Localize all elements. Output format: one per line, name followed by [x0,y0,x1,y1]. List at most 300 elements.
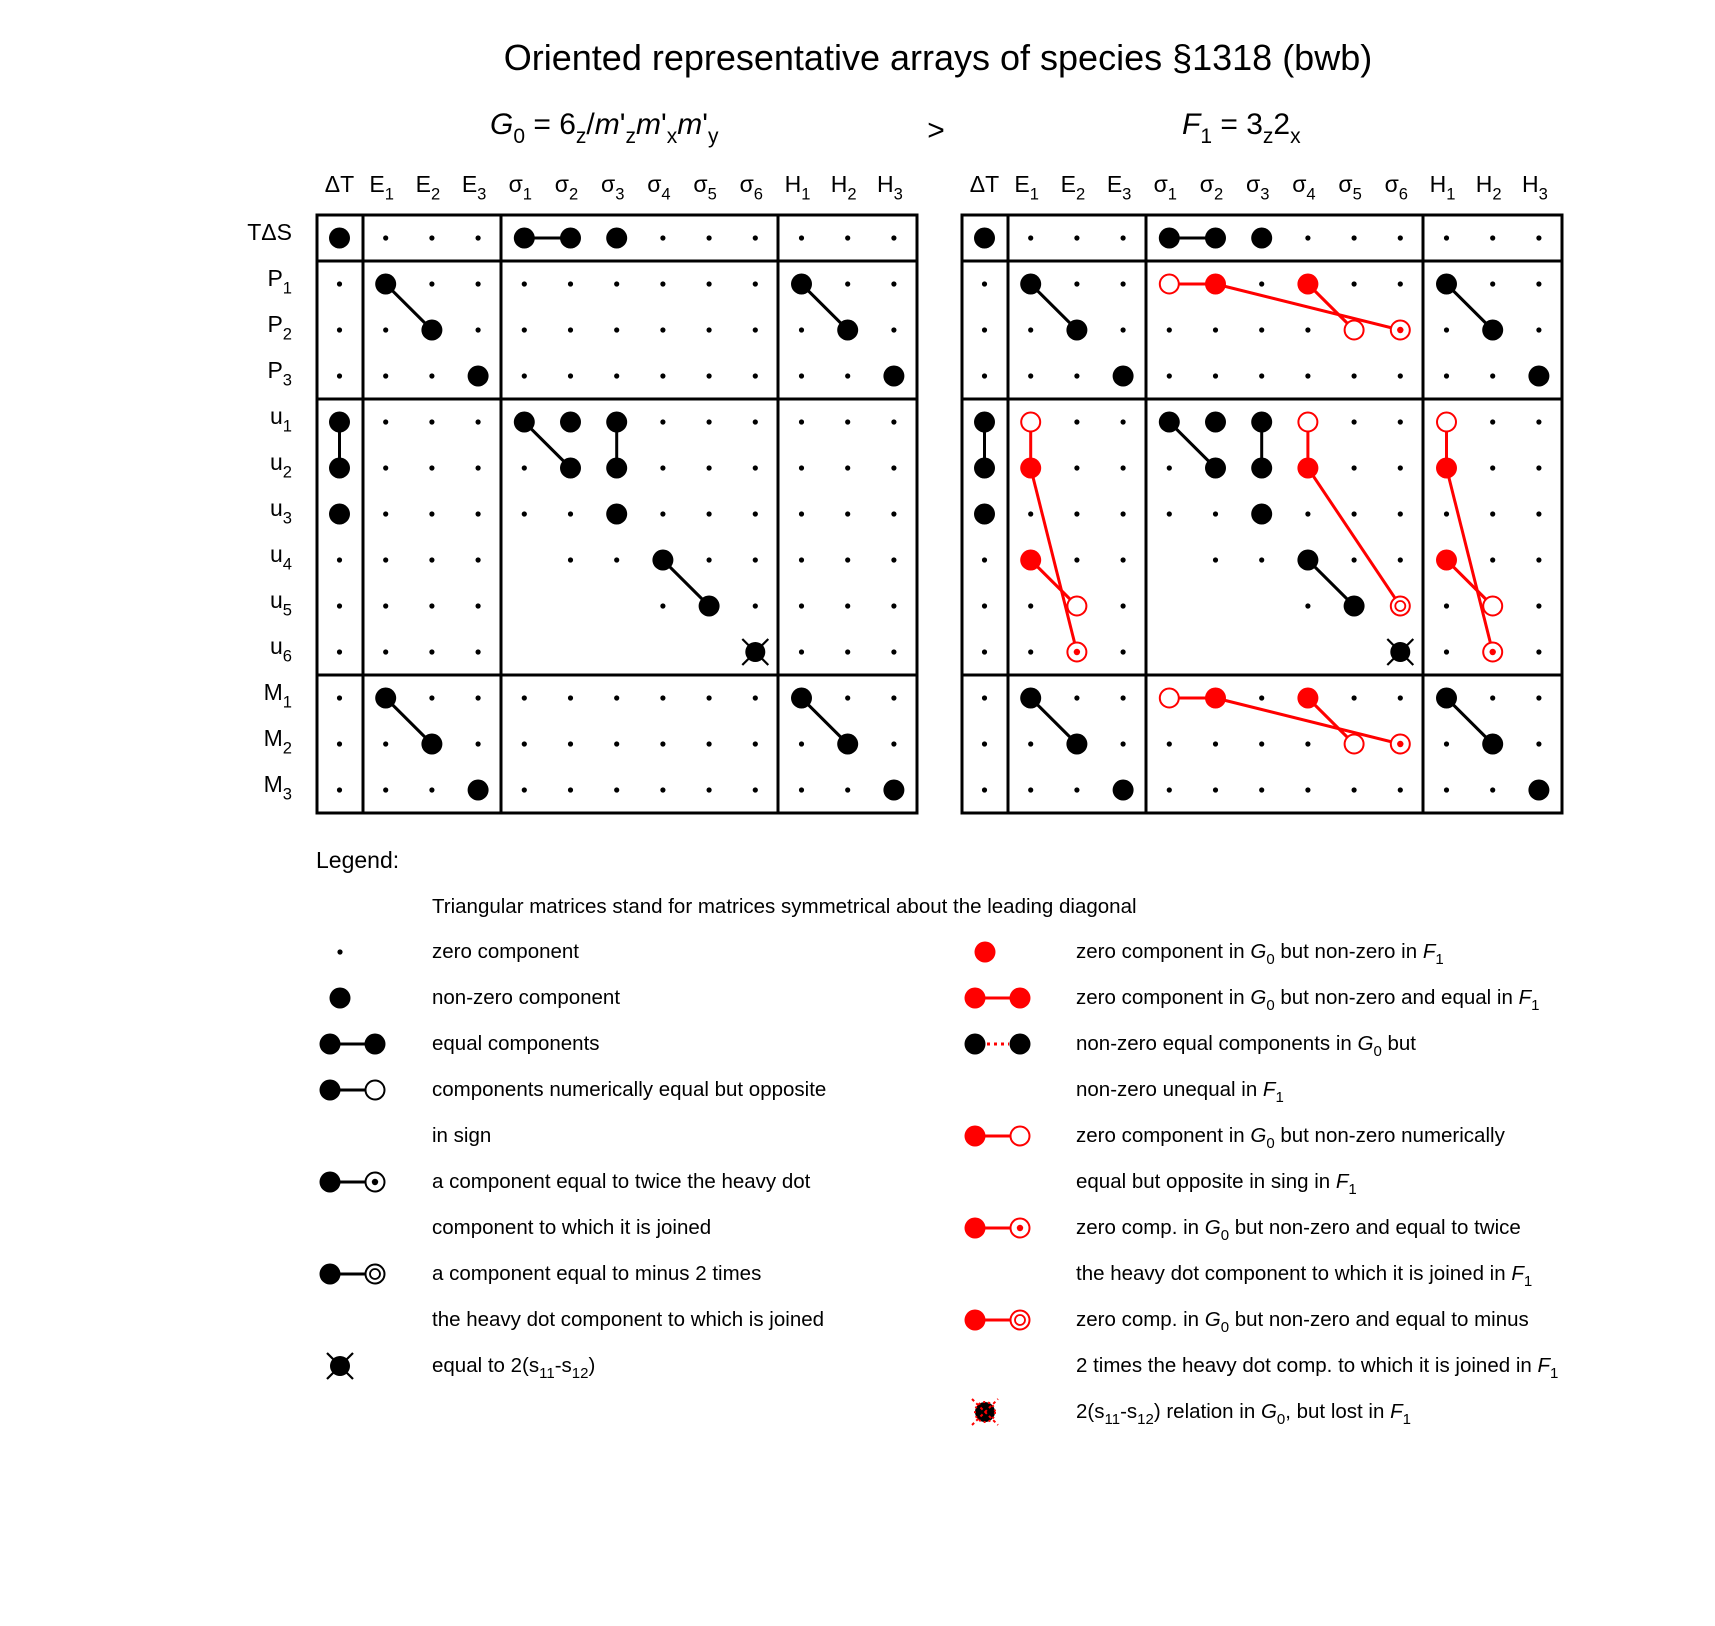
formula-text: $F_1 = 3_z2_x$ [1182,108,1301,148]
opposite-marker [366,1081,385,1100]
right-matrix [962,171,1562,813]
nonzero-marker [468,780,489,801]
column-label: $\sigma_6$ [739,171,764,204]
zero-dot [799,557,804,562]
zero-dot [1259,281,1264,286]
zero-dot [429,511,434,516]
column-label: $\sigma_2$ [1199,171,1224,204]
column-label: $E_2$ [1060,171,1086,204]
zero-dot [1167,327,1172,332]
zero-dot [1121,603,1126,608]
legend-text: equal to $2(s_{11}-s_{12})$ [432,1354,596,1382]
zero-dot [1305,373,1310,378]
zero-dot [891,695,896,700]
nonzero-marker [1205,458,1226,479]
zero-dot [1352,787,1357,792]
nonzero-marker [1205,412,1226,433]
legend-text: components numerically equal but opposite [432,1078,827,1101]
zero-dot [707,787,712,792]
zero-dot [522,741,527,746]
zero-dot [845,235,850,240]
zero-dot [753,787,758,792]
zero-dot [1490,281,1495,286]
zero-dot [799,511,804,516]
zero-dot [1213,373,1218,378]
red-twice-center [1490,649,1496,655]
red-nonzero-marker [1020,458,1041,479]
legend-item [965,1308,1559,1382]
zero-dot [522,281,527,286]
zero-dot [1398,511,1403,516]
nonzero-marker [329,458,350,479]
red-opposite-marker [1067,597,1086,616]
red-nonzero-marker [1020,550,1041,571]
zero-dot [614,373,619,378]
zero-dot [1490,557,1495,562]
zero-dot [1490,695,1495,700]
column-label: $\sigma_4$ [1292,171,1316,204]
row-label: $M_2$ [263,725,292,758]
zero-dot [1074,695,1079,700]
zero-dot [1259,787,1264,792]
zero-dot [845,649,850,654]
zero-dot [1352,511,1357,516]
zero-dot [568,741,573,746]
nonzero-marker [468,366,489,387]
zero-dot [1305,235,1310,240]
zero-dot [982,695,987,700]
zero-dot [1121,741,1126,746]
zero-dot [753,465,758,470]
red-minus2-marker [1391,597,1410,616]
zero-dot [982,741,987,746]
column-label: ΔT [969,171,1000,197]
legend-text: a component equal to minus 2 times [432,1262,762,1285]
red-nonzero-marker [1436,458,1457,479]
zero-dot [707,695,712,700]
minus2-marker [366,1265,385,1284]
zero-dot [1121,281,1126,286]
row-label: $P_2$ [267,311,292,344]
zero-dot [660,327,665,332]
zero-dot [982,649,987,654]
zero-dot [1444,741,1449,746]
legend-item [965,1124,1506,1198]
zero-dot [1074,419,1079,424]
nonzero-marker [883,366,904,387]
zero-dot [707,419,712,424]
zero-dot [614,787,619,792]
nonzero-marker [1436,274,1457,295]
zero-dot [660,695,665,700]
zero-dot [707,235,712,240]
zero-dot [1121,235,1126,240]
zero-dot [1536,419,1541,424]
zero-dot [1536,465,1541,470]
relation-symbol: > [927,114,945,147]
red-nonzero-marker [1297,688,1318,709]
nonzero-marker [375,688,396,709]
zero-dot [476,511,481,516]
zero-dot [337,649,342,654]
zero-dot [891,281,896,286]
zero-dot [982,373,987,378]
zero-dot [799,787,804,792]
row-label: $u_2$ [270,449,292,482]
zero-dot [1259,695,1264,700]
zero-dot [1536,649,1541,654]
zero-dot [1167,373,1172,378]
zero-dot [891,511,896,516]
zero-dot [753,373,758,378]
zero-dot [845,373,850,378]
zero-dot [707,741,712,746]
legend-text: zero component [432,940,580,963]
zero-dot [1305,327,1310,332]
nonzero-marker [883,780,904,801]
legend-item [965,986,1540,1014]
zero-dot [1444,235,1449,240]
legend-text: equal but opposite in sing in $F_1$ [1076,1170,1357,1198]
nonzero-marker [1113,366,1134,387]
nonzero-marker [837,320,858,341]
nonzero-marker [514,412,535,433]
legend-note: Triangular matrices stand for matrices symmetrical about the leading diagonal [432,895,1137,918]
zero-dot [1028,741,1033,746]
zero-dot [1028,649,1033,654]
legend-text: in sign [432,1124,492,1147]
zero-dot [799,327,804,332]
nonzero-marker [1482,734,1503,755]
nonzero-marker [606,504,627,525]
zero-dot [845,695,850,700]
legend-item [320,1262,825,1331]
zero-dot [707,465,712,470]
red-nonzero-marker [1436,550,1457,571]
column-label: $H_3$ [1521,171,1548,204]
zero-dot [476,741,481,746]
zero-dot [660,281,665,286]
zero-dot [1352,373,1357,378]
zero-dot [1028,327,1033,332]
zero-dot [1259,373,1264,378]
zero-dot [891,649,896,654]
zero-dot [1398,695,1403,700]
zero-dot [614,327,619,332]
red-opposite-marker [1160,275,1179,294]
zero-dot [753,557,758,562]
column-label: $H_1$ [1429,171,1456,204]
zero-dot [1352,235,1357,240]
zero-dot [799,741,804,746]
zero-dot [522,327,527,332]
legend-item [337,940,579,963]
zero-dot [660,741,665,746]
column-label: $\sigma_4$ [647,171,671,204]
zero-dot [1074,557,1079,562]
zero-dot [337,557,342,562]
legend-item [972,1399,1411,1428]
zero-dot [753,511,758,516]
legend-text: zero component in $G_0$ but non-zero and equal in $F_1$ [1076,986,1540,1014]
nonzero-marker [320,1034,341,1055]
nonzero-marker [1205,228,1226,249]
nonzero-marker [1159,412,1180,433]
legend-text: non-zero unequal in $F_1$ [1076,1078,1284,1106]
zero-dot [1028,511,1033,516]
legend-item [975,940,1444,968]
zero-dot [1121,327,1126,332]
zero-dot [429,603,434,608]
zero-dot [383,419,388,424]
zero-dot [614,281,619,286]
red-nonzero-marker [965,1218,986,1239]
red-nonzero-marker [965,988,986,1009]
zero-dot [799,235,804,240]
zero-dot [1074,465,1079,470]
zero-dot [522,787,527,792]
zero-dot [1121,695,1126,700]
column-label: $\sigma_5$ [1338,171,1362,204]
zero-dot [522,373,527,378]
zero-dot [982,327,987,332]
column-label: $\sigma_1$ [1153,171,1178,204]
nonzero-marker [421,734,442,755]
zero-dot [707,281,712,286]
zero-dot [660,511,665,516]
legend-text: component to which it is joined [432,1216,712,1239]
nonzero-marker [1066,320,1087,341]
legend-text: non-zero component [432,986,621,1009]
zero-dot [1536,741,1541,746]
zero-dot [568,511,573,516]
zero-dot [1213,741,1218,746]
red-minus2-marker [1011,1311,1030,1330]
zero-dot [1074,787,1079,792]
zero-dot [383,511,388,516]
nonzero-marker [421,320,442,341]
zero-dot [1028,235,1033,240]
zero-dot [1490,419,1495,424]
nonzero-marker [1066,734,1087,755]
legend-heading: Legend: [316,847,400,873]
zero-dot [1213,511,1218,516]
zero-dot [476,603,481,608]
zero-dot [476,419,481,424]
zero-dot [1536,281,1541,286]
zero-dot [1213,787,1218,792]
zero-dot [845,603,850,608]
zero-dot [1536,603,1541,608]
red-nonzero-marker [965,1310,986,1331]
column-label: $\sigma_1$ [508,171,533,204]
zero-dot [429,235,434,240]
zero-dot [337,741,342,746]
zero-dot [614,695,619,700]
zero-dot [1536,327,1541,332]
zero-dot [1398,787,1403,792]
zero-dot [799,465,804,470]
column-label: $\sigma_3$ [1245,171,1270,204]
zero-dot [1490,465,1495,470]
legend-text: non-zero equal components in $G_0$ but [1076,1032,1416,1060]
zero-dot [1121,419,1126,424]
zero-dot [337,949,342,954]
column-label: $H_2$ [830,171,857,204]
zero-dot [660,603,665,608]
zero-dot [1028,603,1033,608]
red-nonzero-marker [1205,688,1226,709]
nonzero-marker [320,1264,341,1285]
nonzero-marker [1113,780,1134,801]
column-label: $E_3$ [1106,171,1132,204]
zero-dot [1121,557,1126,562]
zero-dot [476,695,481,700]
legend-text: the heavy dot component to which it is joined in $F_1$ [1076,1262,1533,1290]
zero-dot [982,557,987,562]
zero-dot [383,327,388,332]
nonzero-marker [1251,504,1272,525]
zero-dot [799,419,804,424]
zero-dot [429,419,434,424]
zero-dot [799,373,804,378]
nonzero-marker [791,688,812,709]
legend-text: zero component in $G_0$ but non-zero in $F_1$ [1076,940,1444,968]
zero-dot [476,327,481,332]
zero-dot [383,465,388,470]
zero-dot [753,419,758,424]
nonzero-marker [1297,550,1318,571]
zero-dot [383,787,388,792]
zero-dot [707,511,712,516]
zero-dot [1444,511,1449,516]
zero-dot [1167,741,1172,746]
zero-dot [1305,603,1310,608]
zero-dot [337,695,342,700]
zero-dot [891,235,896,240]
zero-dot [1167,511,1172,516]
zero-dot [707,557,712,562]
nonzero-marker [791,274,812,295]
zero-dot [1167,787,1172,792]
red-nonzero-marker [1297,458,1318,479]
zero-dot [1490,235,1495,240]
zero-dot [982,603,987,608]
zero-dot [845,419,850,424]
zero-dot [660,235,665,240]
zero-dot [845,511,850,516]
zero-dot [1398,235,1403,240]
nonzero-marker [837,734,858,755]
zero-dot [1536,695,1541,700]
zero-dot [891,557,896,562]
red-opposite-marker [1483,597,1502,616]
zero-dot [1259,741,1264,746]
nonzero-marker [1436,688,1457,709]
zero-dot [476,649,481,654]
zero-dot [1490,511,1495,516]
zero-dot [1352,465,1357,470]
legend-item [965,1032,1417,1106]
zero-dot [1167,465,1172,470]
zero-dot [337,281,342,286]
zero-dot [799,603,804,608]
column-label: $\sigma_6$ [1384,171,1409,204]
nonzero-marker [1020,688,1041,709]
nonzero-marker [375,274,396,295]
nonzero-marker [329,504,350,525]
red-twice-center [1017,1225,1023,1231]
zero-dot [1490,787,1495,792]
zero-dot [891,465,896,470]
nonzero-marker [974,412,995,433]
zero-dot [660,465,665,470]
zero-dot [1352,695,1357,700]
legend-text: zero comp. in $G_0$ but non-zero and equal to twice [1076,1216,1521,1244]
legend-item [320,1078,827,1147]
nonzero-marker [329,228,350,249]
zero-dot [476,281,481,286]
row-label: $u_3$ [270,495,292,528]
zero-dot [1398,281,1403,286]
zero-dot [1259,327,1264,332]
zero-dot [845,557,850,562]
zero-dot [614,741,619,746]
zero-dot [660,373,665,378]
row-label: $u_1$ [270,403,292,436]
legend-item [965,1216,1533,1290]
zero-dot [982,787,987,792]
zero-dot [845,281,850,286]
zero-dot [1305,511,1310,516]
zero-dot [476,465,481,470]
zero-dot [845,787,850,792]
zero-dot [753,695,758,700]
zero-dot [982,281,987,286]
red-opposite-marker [1345,735,1364,754]
row-label: $P_3$ [267,357,292,390]
nonzero-marker [1010,1034,1031,1055]
zero-dot [568,281,573,286]
zero-dot [1352,281,1357,286]
row-label: TΔS [247,219,292,245]
row-label: $u_4$ [270,541,292,574]
legend-text: $2(s_{11}-s_{12})$ relation in $G_0$, but lost in $F_1$ [1076,1400,1411,1428]
zero-dot [1305,787,1310,792]
zero-dot [753,327,758,332]
row-label: $M_1$ [263,679,292,712]
zero-dot [429,281,434,286]
zero-dot [799,649,804,654]
zero-dot [845,465,850,470]
red-nonzero-marker [1205,274,1226,295]
nonzero-marker [365,1034,386,1055]
nonzero-marker [965,1034,986,1055]
nonzero-marker [560,412,581,433]
zero-dot [429,373,434,378]
zero-dot [1490,373,1495,378]
red-twice-center [1397,741,1403,747]
zero-dot [1074,235,1079,240]
zero-dot [1398,373,1403,378]
column-label: $\sigma_3$ [600,171,625,204]
row-label: $M_3$ [263,771,292,804]
zero-dot [1305,741,1310,746]
zero-dot [429,649,434,654]
zero-dot [1536,235,1541,240]
red-twice-center [1397,327,1403,333]
column-label: $H_2$ [1475,171,1502,204]
